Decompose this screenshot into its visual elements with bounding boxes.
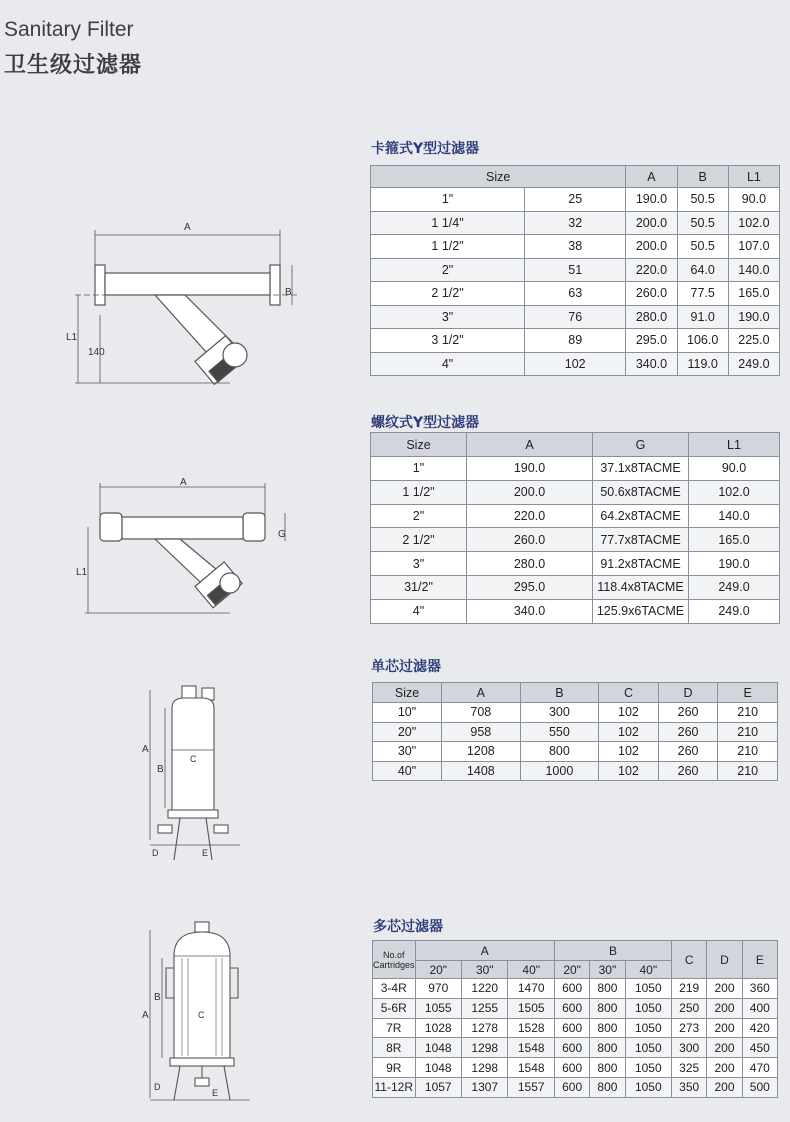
table-cell: 40"	[373, 761, 442, 781]
table-cell: 50.5	[677, 235, 728, 259]
table-cell: 1548	[508, 1038, 554, 1058]
table-cell: 600	[554, 998, 589, 1018]
table-cell: 64.0	[677, 258, 728, 282]
diagram-multi-cartridge-filter	[140, 918, 270, 1108]
col-header-a: A	[626, 166, 677, 188]
table-cell: 8R	[373, 1038, 416, 1058]
table-cell: 90.0	[689, 457, 780, 481]
table-cell: 31/2"	[371, 575, 467, 599]
col-header-b: B	[520, 683, 599, 703]
table-cell: 295.0	[626, 329, 677, 353]
title-cn: 卫生级过滤器	[4, 53, 143, 78]
table-row	[371, 282, 780, 306]
col-header-b: B	[554, 941, 671, 961]
table-cell: 225.0	[728, 329, 779, 353]
table-cell: 200.0	[467, 480, 593, 504]
table-cell: 3"	[371, 305, 525, 329]
col-header-a: A	[415, 941, 554, 961]
table-single-cartridge-filter	[372, 682, 778, 781]
table-row	[371, 258, 780, 282]
table-cell: 200	[707, 1077, 742, 1097]
table-cell: 260.0	[626, 282, 677, 306]
table-cell: 200.0	[626, 211, 677, 235]
table-cell: 800	[590, 1018, 625, 1038]
table-cell: 1220	[462, 979, 508, 999]
table-row	[373, 1077, 778, 1097]
table-row	[371, 329, 780, 353]
table-cell: 1298	[462, 1058, 508, 1078]
dim-label-c: C	[190, 754, 197, 764]
table-cell: 210	[718, 742, 778, 762]
table-cell: 1057	[415, 1077, 461, 1097]
col-header-cartridges: No.of Cartridges	[373, 941, 416, 979]
dim-label-b: B	[157, 764, 164, 775]
table-cell: 38	[525, 235, 626, 259]
table-cell: 260	[658, 703, 718, 723]
sub-header-b-40: 40"	[625, 961, 671, 979]
table-cell: 1 1/4"	[371, 211, 525, 235]
table-cell: 360	[742, 979, 777, 999]
table-cell: 1050	[625, 1018, 671, 1038]
table-cell: 190.0	[728, 305, 779, 329]
table-cell: 1 1/2"	[371, 480, 467, 504]
col-header-d: D	[707, 941, 742, 979]
table-cell: 249.0	[689, 575, 780, 599]
table-cell: 2 1/2"	[371, 528, 467, 552]
table-cell: 4"	[371, 599, 467, 623]
table-clamp-y-filter	[370, 165, 780, 376]
table-row	[373, 979, 778, 999]
table-cell: 1408	[442, 761, 521, 781]
table-cell: 1048	[415, 1058, 461, 1078]
table-cell: 340.0	[626, 352, 677, 376]
table-cell: 273	[672, 1018, 707, 1038]
table-cell: 600	[554, 1038, 589, 1058]
col-header-g: G	[593, 433, 689, 457]
dim-label-a: A	[184, 222, 191, 233]
table-row	[371, 504, 780, 528]
table-cell: 220.0	[626, 258, 677, 282]
table-cell: 249.0	[689, 599, 780, 623]
table-cell: 210	[718, 722, 778, 742]
table-cell: 800	[590, 1038, 625, 1058]
col-header-size: Size	[373, 683, 442, 703]
dim-label-e: E	[212, 1088, 219, 1098]
table-cell: 140.0	[728, 258, 779, 282]
table-cell: 20"	[373, 722, 442, 742]
table-cell: 325	[672, 1058, 707, 1078]
table-cell: 1028	[415, 1018, 461, 1038]
table-cell: 5-6R	[373, 998, 416, 1018]
col-header-b: B	[677, 166, 728, 188]
table-cell: 102	[599, 742, 659, 762]
dim-label-b: B	[154, 992, 161, 1003]
table-cell: 50.6x8TACME	[593, 480, 689, 504]
table-row	[371, 352, 780, 376]
table-cell: 50.5	[677, 188, 728, 212]
table-cell: 107.0	[728, 235, 779, 259]
table-cell: 800	[590, 1077, 625, 1097]
table-cell: 1"	[371, 457, 467, 481]
table-cell: 2"	[371, 504, 467, 528]
table-cell: 220.0	[467, 504, 593, 528]
diagram-thread-y-filter	[70, 475, 300, 620]
table-cell: 165.0	[689, 528, 780, 552]
table-cell: 470	[742, 1058, 777, 1078]
table-cell: 30"	[373, 742, 442, 762]
table-cell: 200	[707, 1038, 742, 1058]
col-header-e: E	[718, 683, 778, 703]
table-row	[371, 457, 780, 481]
table-cell: 165.0	[728, 282, 779, 306]
table-cell: 32	[525, 211, 626, 235]
table-cell: 102	[599, 722, 659, 742]
table-cell: 106.0	[677, 329, 728, 353]
table-cell: 200.0	[626, 235, 677, 259]
table-cell: 90.0	[728, 188, 779, 212]
table-cell: 200	[707, 979, 742, 999]
table-cell: 550	[520, 722, 599, 742]
table-cell: 125.9x6TACME	[593, 599, 689, 623]
table-body	[373, 979, 778, 1098]
table-row	[371, 575, 780, 599]
table-cell: 1208	[442, 742, 521, 762]
table-cell: 260	[658, 742, 718, 762]
col-header-c: C	[672, 941, 707, 979]
table-cell: 249.0	[728, 352, 779, 376]
table-cell: 102	[599, 703, 659, 723]
sub-header-b-30: 30"	[590, 961, 625, 979]
table-cell: 1050	[625, 1077, 671, 1097]
table-cell: 210	[718, 703, 778, 723]
table-cell: 89	[525, 329, 626, 353]
table-cell: 1528	[508, 1018, 554, 1038]
table-row	[373, 998, 778, 1018]
table-cell: 1548	[508, 1058, 554, 1078]
sub-header-a-40: 40"	[508, 961, 554, 979]
table-cell: 600	[554, 1058, 589, 1078]
table-cell: 4"	[371, 352, 525, 376]
table-cell: 1255	[462, 998, 508, 1018]
table-row	[373, 703, 778, 723]
table-cell: 200	[707, 1058, 742, 1078]
diagram-single-cartridge-filter	[140, 680, 250, 870]
section-title-multi-filter: 多芯过滤器	[373, 919, 443, 935]
dim-label-a: A	[142, 744, 149, 755]
dim-label-d: D	[154, 1082, 161, 1092]
table-cell: 300	[672, 1038, 707, 1058]
section-title-single-filter: 单芯过滤器	[371, 659, 441, 675]
table-body	[371, 457, 780, 624]
table-cell: 25	[525, 188, 626, 212]
table-cell: 7R	[373, 1018, 416, 1038]
col-header-a: A	[442, 683, 521, 703]
table-cell: 3"	[371, 552, 467, 576]
sub-header-a-30: 30"	[462, 961, 508, 979]
table-row	[373, 742, 778, 762]
table-cell: 210	[718, 761, 778, 781]
section-title-thread-y-filter: 螺纹式Y型过滤器	[371, 415, 480, 431]
table-cell: 219	[672, 979, 707, 999]
table-cell: 600	[554, 1018, 589, 1038]
table-cell: 800	[590, 998, 625, 1018]
table-cell: 1"	[371, 188, 525, 212]
table-cell: 102.0	[728, 211, 779, 235]
table-cell: 350	[672, 1077, 707, 1097]
table-cell: 1470	[508, 979, 554, 999]
table-cell: 400	[742, 998, 777, 1018]
table-row	[371, 552, 780, 576]
table-cell: 1505	[508, 998, 554, 1018]
table-cell: 340.0	[467, 599, 593, 623]
table-cell: 77.5	[677, 282, 728, 306]
table-cell: 1050	[625, 998, 671, 1018]
table-cell: 190.0	[626, 188, 677, 212]
table-cell: 1278	[462, 1018, 508, 1038]
table-cell: 1557	[508, 1077, 554, 1097]
table-cell: 63	[525, 282, 626, 306]
table-cell: 1 1/2"	[371, 235, 525, 259]
table-cell: 500	[742, 1077, 777, 1097]
table-cell: 50.5	[677, 211, 728, 235]
table-cell: 708	[442, 703, 521, 723]
col-header-e: E	[742, 941, 777, 979]
table-cell: 37.1x8TACME	[593, 457, 689, 481]
table-cell: 9R	[373, 1058, 416, 1078]
table-cell: 260.0	[467, 528, 593, 552]
table-cell: 77.7x8TACME	[593, 528, 689, 552]
title-en: Sanitary Filter	[4, 18, 134, 41]
table-cell: 600	[554, 979, 589, 999]
table-cell: 800	[590, 1058, 625, 1078]
col-header-size: Size	[371, 433, 467, 457]
table-cell: 91.0	[677, 305, 728, 329]
dim-label-c: C	[198, 1010, 205, 1020]
table-cell: 970	[415, 979, 461, 999]
table-cell: 10"	[373, 703, 442, 723]
table-row	[371, 599, 780, 623]
table-cell: 1298	[462, 1038, 508, 1058]
col-header-d: D	[658, 683, 718, 703]
diagram-clamp-y-filter	[60, 215, 310, 395]
table-cell: 1307	[462, 1077, 508, 1097]
table-row	[371, 211, 780, 235]
table-cell: 200	[707, 1018, 742, 1038]
sub-header-b-20: 20"	[554, 961, 589, 979]
table-cell: 102	[599, 761, 659, 781]
table-cell: 190.0	[467, 457, 593, 481]
table-cell: 250	[672, 998, 707, 1018]
table-cell: 800	[590, 979, 625, 999]
table-cell: 420	[742, 1018, 777, 1038]
table-cell: 300	[520, 703, 599, 723]
dim-label-d: D	[152, 848, 159, 858]
col-header-c: C	[599, 683, 659, 703]
table-cell: 190.0	[689, 552, 780, 576]
table-cell: 3 1/2"	[371, 329, 525, 353]
table-cell: 11-12R	[373, 1077, 416, 1097]
table-row	[373, 1058, 778, 1078]
table-cell: 64.2x8TACME	[593, 504, 689, 528]
table-row	[373, 722, 778, 742]
table-cell: 3-4R	[373, 979, 416, 999]
table-cell: 1050	[625, 1058, 671, 1078]
table-cell: 1050	[625, 979, 671, 999]
table-cell: 102.0	[689, 480, 780, 504]
table-row	[371, 188, 780, 212]
table-cell: 1050	[625, 1038, 671, 1058]
table-body	[371, 188, 780, 376]
table-cell: 260	[658, 722, 718, 742]
table-row	[373, 761, 778, 781]
table-cell: 2"	[371, 258, 525, 282]
col-header-a: A	[467, 433, 593, 457]
table-cell: 118.4x8TACME	[593, 575, 689, 599]
table-cell: 800	[520, 742, 599, 762]
table-cell: 140.0	[689, 504, 780, 528]
col-header-l1: L1	[689, 433, 780, 457]
table-cell: 260	[658, 761, 718, 781]
table-thread-y-filter	[370, 432, 780, 624]
dim-label-140: 140	[88, 347, 105, 358]
dim-label-a: A	[142, 1010, 149, 1021]
sub-header-a-20: 20"	[415, 961, 461, 979]
table-row	[371, 480, 780, 504]
dim-label-a: A	[180, 477, 187, 488]
dim-label-l1: L1	[66, 332, 78, 343]
col-header-l1: L1	[728, 166, 779, 188]
table-row	[373, 1038, 778, 1058]
dim-label-g: G	[278, 529, 286, 540]
table-body	[373, 703, 778, 781]
table-cell: 958	[442, 722, 521, 742]
table-cell: 91.2x8TACME	[593, 552, 689, 576]
table-cell: 102	[525, 352, 626, 376]
table-cell: 51	[525, 258, 626, 282]
table-row	[371, 305, 780, 329]
table-cell: 76	[525, 305, 626, 329]
table-cell: 280.0	[467, 552, 593, 576]
dim-label-l1: L1	[76, 567, 88, 578]
dim-label-e: E	[202, 848, 209, 858]
table-cell: 1000	[520, 761, 599, 781]
dim-label-b: B	[285, 287, 292, 298]
table-cell: 200	[707, 998, 742, 1018]
table-multi-cartridge-filter	[372, 940, 778, 1098]
table-cell: 450	[742, 1038, 777, 1058]
table-row	[373, 1018, 778, 1038]
table-cell: 280.0	[626, 305, 677, 329]
col-header-size: Size	[371, 166, 626, 188]
table-row	[371, 235, 780, 259]
table-cell: 600	[554, 1077, 589, 1097]
table-cell: 295.0	[467, 575, 593, 599]
table-cell: 2 1/2"	[371, 282, 525, 306]
section-title-clamp-y-filter: 卡箍式Y型过滤器	[371, 141, 480, 157]
table-cell: 1048	[415, 1038, 461, 1058]
table-cell: 119.0	[677, 352, 728, 376]
table-row	[371, 528, 780, 552]
table-cell: 1055	[415, 998, 461, 1018]
